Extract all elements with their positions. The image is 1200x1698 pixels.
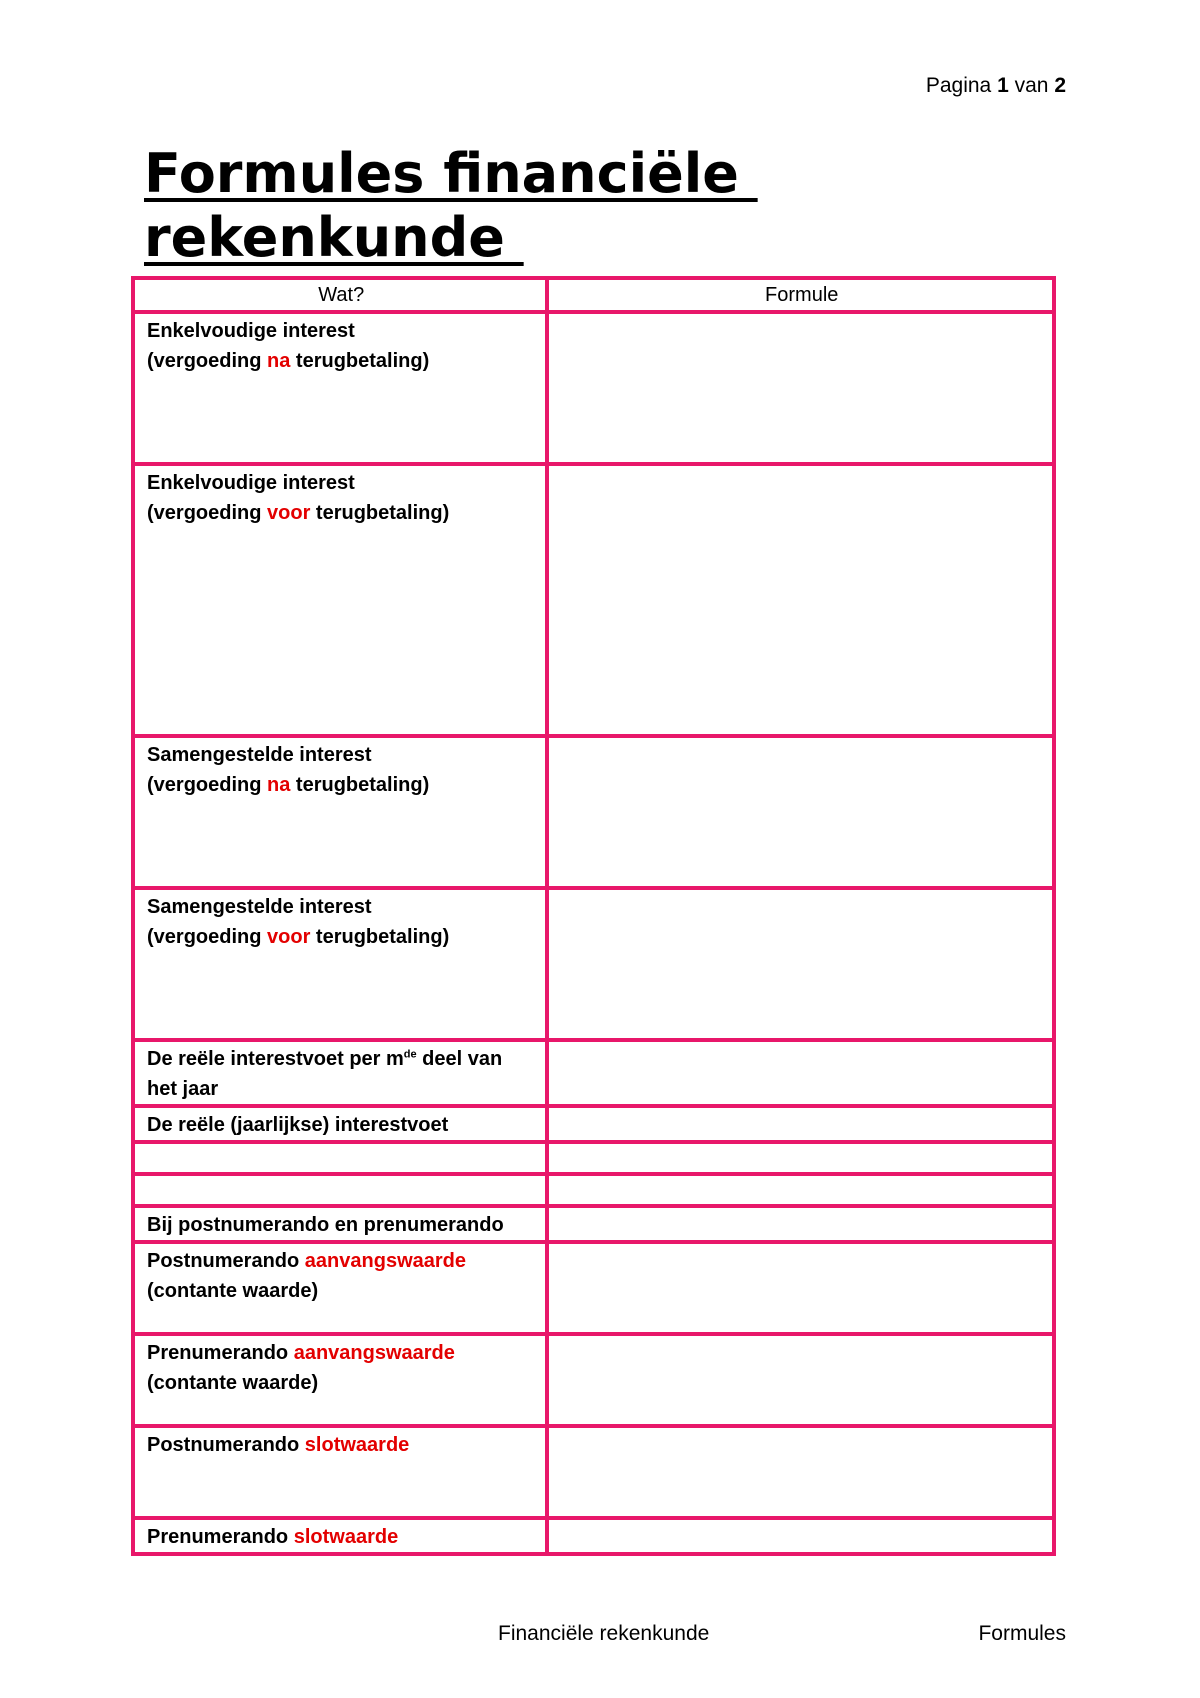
formula-table [131,276,1056,1556]
row-label: De reële interestvoet per $m^{de}$ deel van het jaar [133,1040,547,1106]
page-title [144,142,1044,270]
row-label [133,1174,547,1206]
table-row [133,888,1054,1040]
total-pages: 2 [1054,74,1066,97]
footer-subject: Financiële rekenkunde [498,1622,710,1645]
title-line-2: rekenkunde [144,206,524,269]
formula-cell[interactable] [547,312,1054,464]
formula-cell[interactable] [547,1206,1054,1242]
formula-cell[interactable] [547,464,1054,736]
table-header-row [133,278,1054,312]
pagina-label: Pagina [925,74,992,97]
row-label: Prenumerando aanvangswaarde (contante waarde) [133,1334,547,1426]
formula-cell[interactable] [547,1334,1054,1426]
formula-cell[interactable] [547,1518,1054,1554]
row-label: Enkelvoudige interest (vergoeding voor terugbetaling) [133,464,547,736]
table-row [133,1242,1054,1334]
page-number-header [926,74,1066,98]
row-label: Prenumerando slotwaarde [133,1518,547,1554]
table-row [133,312,1054,464]
table-row [133,1426,1054,1518]
table-row [133,1334,1054,1426]
formula-cell[interactable] [547,1426,1054,1518]
table-row [133,1040,1054,1106]
row-label: Samengestelde interest (vergoeding voor terugbetaling) [133,888,547,1040]
row-label: Postnumerando slotwaarde [133,1426,547,1518]
formula-cell[interactable] [547,1106,1054,1142]
formula-cell[interactable] [547,1242,1054,1334]
table-row [133,1518,1054,1554]
title-line-1: Formules financiële [144,142,758,205]
formula-cell[interactable] [547,736,1054,888]
table-row [133,736,1054,888]
table-row [133,1106,1054,1142]
van-label: van [1014,74,1049,97]
footer-label: Formules [978,1622,1066,1645]
table-row [133,464,1054,736]
formula-cell[interactable] [547,1142,1054,1174]
header-formule: Formule [547,278,1054,312]
formula-cell[interactable] [547,1174,1054,1206]
row-label: Enkelvoudige interest (vergoeding na terugbetaling) [133,312,547,464]
header-wat: Wat? [133,278,547,312]
row-label: Bij postnumerando en prenumerando [133,1206,547,1242]
table-row [133,1174,1054,1206]
row-label: Postnumerando aanvangswaarde (contante waarde) [133,1242,547,1334]
table-row [133,1142,1054,1174]
table-row [133,1206,1054,1242]
row-label [133,1142,547,1174]
formula-cell[interactable] [547,1040,1054,1106]
current-page: 1 [997,74,1009,97]
row-label: De reële (jaarlijkse) interestvoet [133,1106,547,1142]
formula-cell[interactable] [547,888,1054,1040]
row-label: Samengestelde interest (vergoeding na terugbetaling) [133,736,547,888]
